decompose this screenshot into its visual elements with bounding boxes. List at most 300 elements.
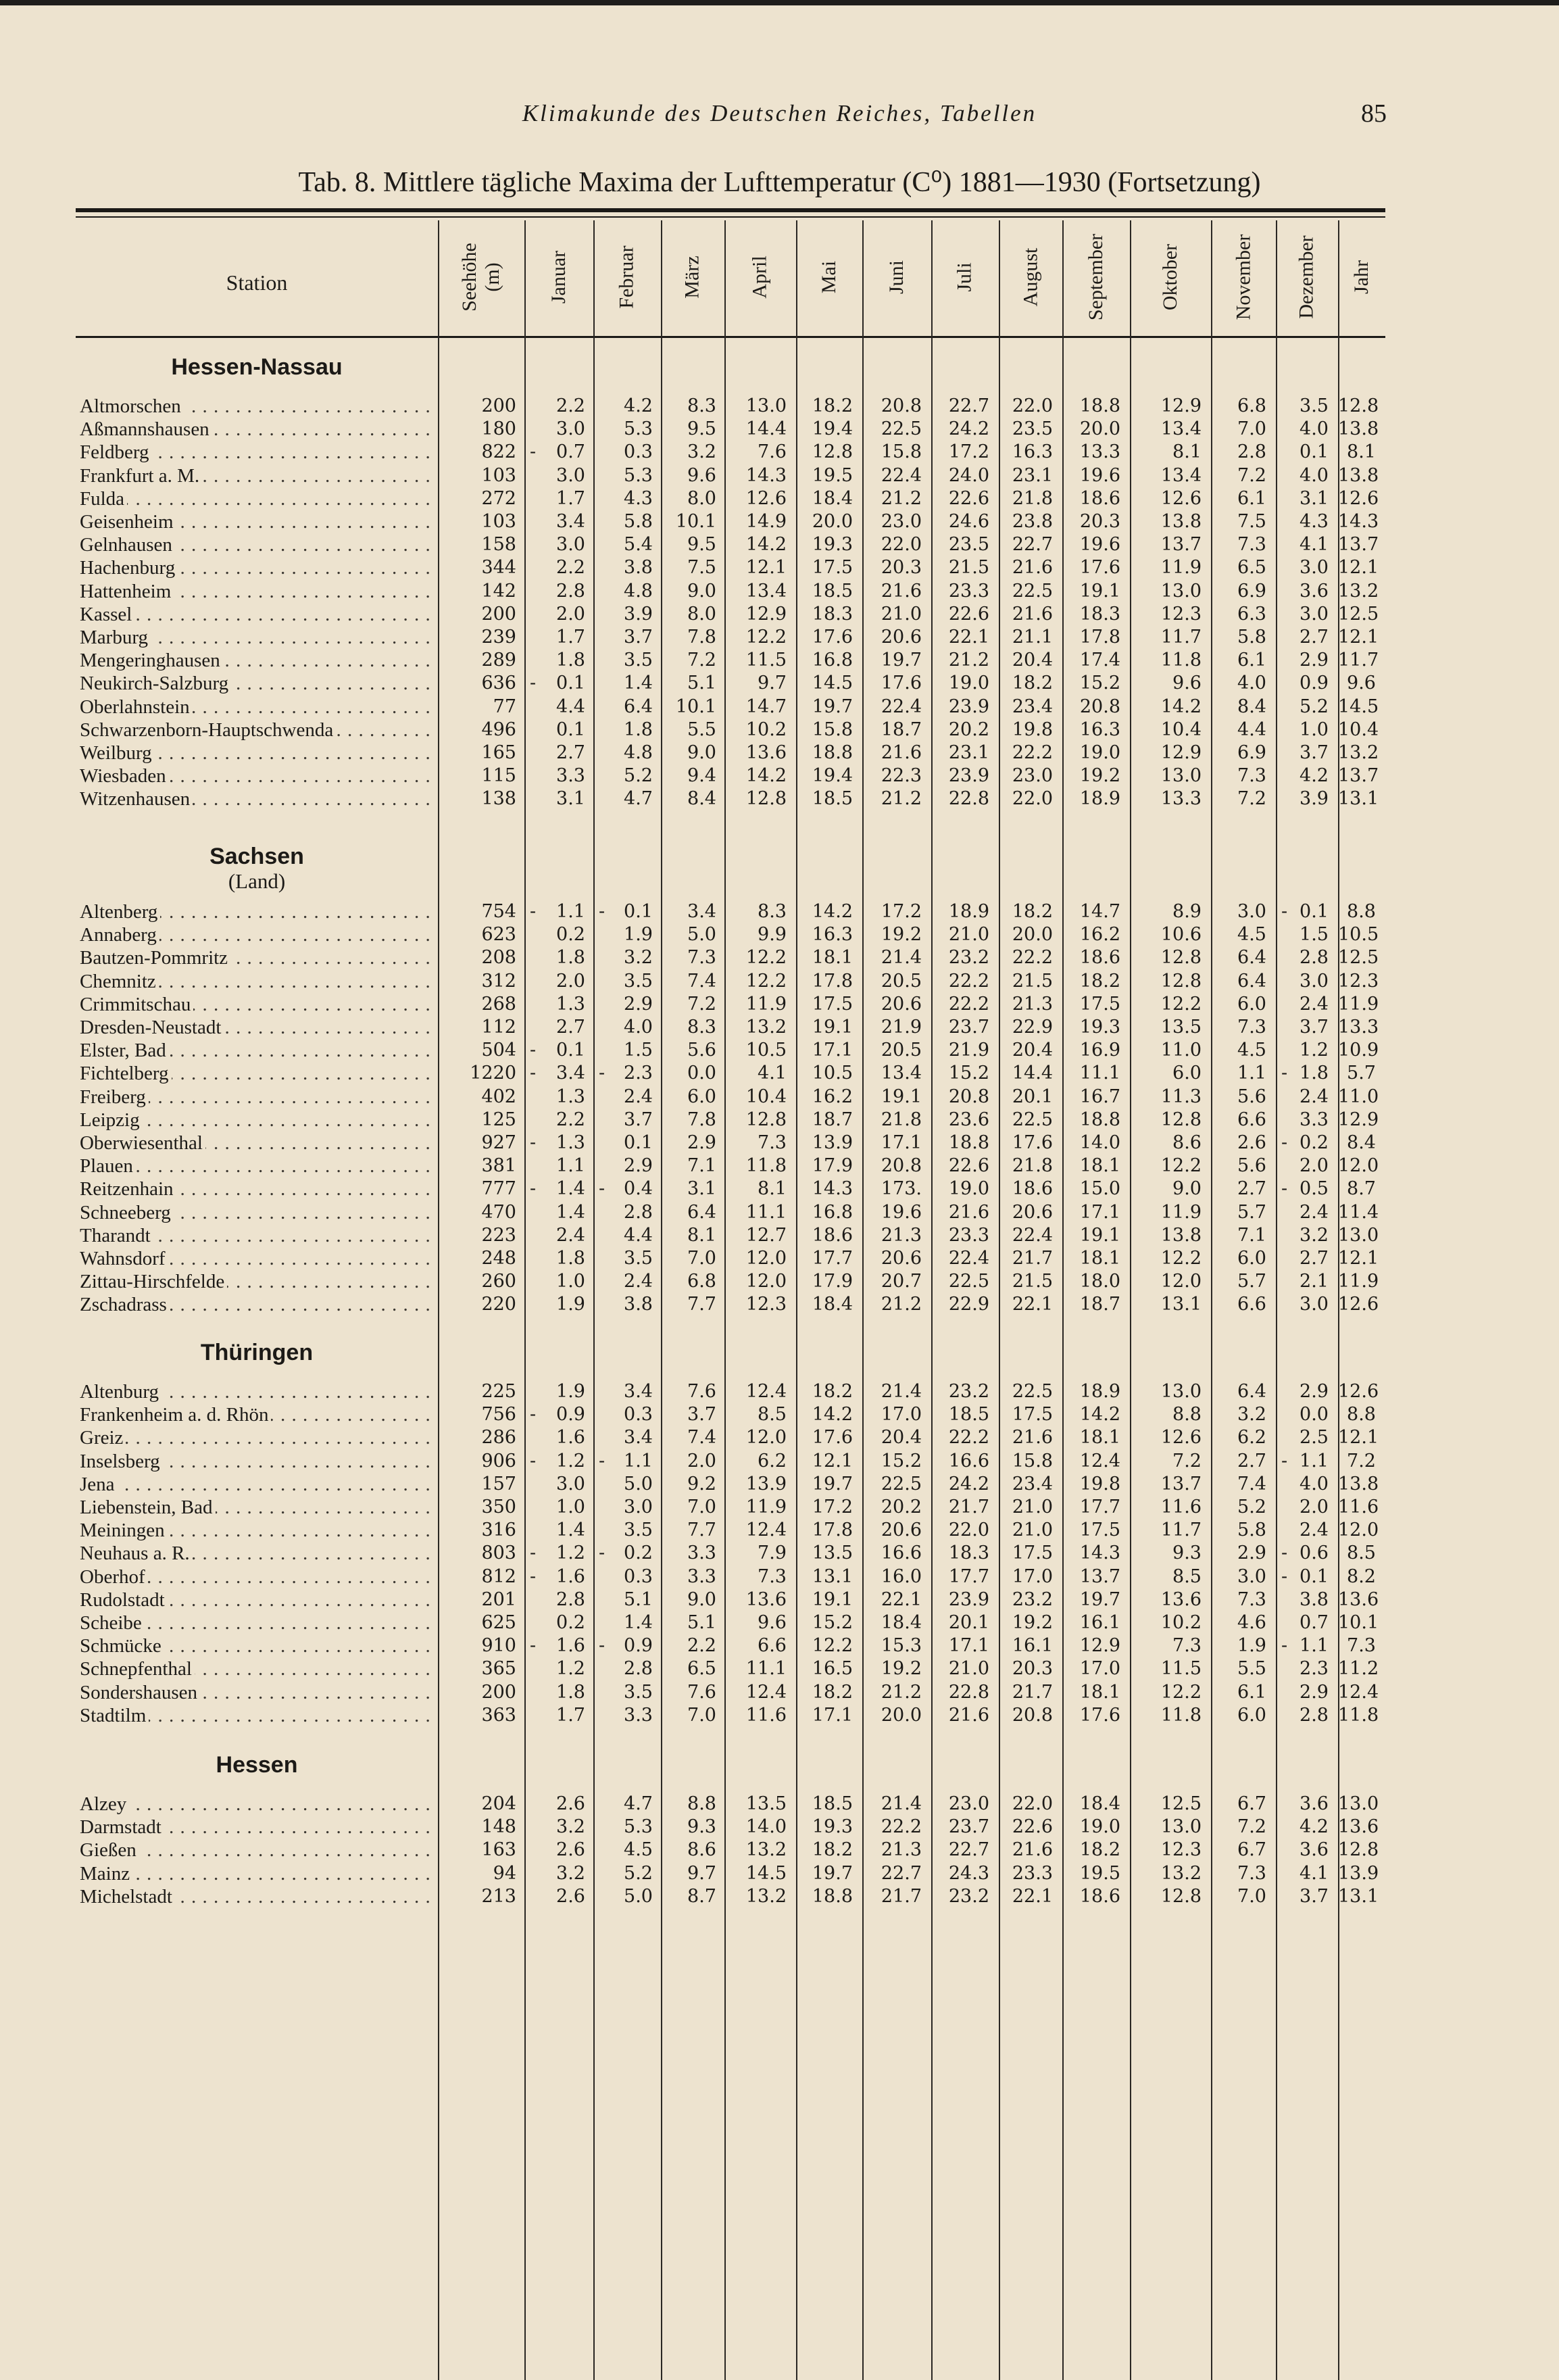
value-cell: 16.8 <box>812 650 853 671</box>
value-cell: 3.0 <box>1237 1566 1266 1587</box>
table-row <box>0 1293 1559 1316</box>
value-cell: 125 <box>481 1109 516 1130</box>
value-cell: 13.4 <box>1160 418 1202 439</box>
value-cell: 3.5 <box>1300 395 1329 416</box>
value-cell: 208 <box>481 947 516 968</box>
table-row <box>0 649 1559 672</box>
value-cell: 22.5 <box>1012 1381 1053 1402</box>
value-cell: 9.6 <box>758 1612 787 1633</box>
value-cell: 14.2 <box>812 1404 853 1425</box>
value-cell: 12.1 <box>1338 557 1379 578</box>
value-cell: 2.0 <box>687 1451 716 1472</box>
value-cell: 20.3 <box>1079 511 1120 532</box>
value-cell: 3.2 <box>624 947 653 968</box>
value-cell: 7.7 <box>687 1520 716 1540</box>
value-cell: 17.8 <box>812 1520 853 1540</box>
value-cell: 5.6 <box>687 1040 716 1061</box>
value-cell: 21.8 <box>881 1109 922 1130</box>
value-cell: 12.4 <box>745 1682 787 1703</box>
value-cell: 14.4 <box>745 418 787 439</box>
minus-sign: - <box>530 1451 537 1472</box>
value-cell: 19.1 <box>881 1086 922 1107</box>
value-cell: 18.9 <box>948 901 989 922</box>
minus-sign: - <box>599 1063 605 1084</box>
value-cell: 7.3 <box>1237 765 1266 786</box>
station-name: Fulda . . . <box>80 487 431 510</box>
value-cell: 260 <box>481 1271 516 1292</box>
value-cell: 6.6 <box>1237 1109 1266 1130</box>
value-cell: 16.0 <box>881 1566 922 1587</box>
value-cell: 22.3 <box>881 765 922 786</box>
value-cell: 381 <box>481 1155 516 1176</box>
table-row <box>0 1542 1559 1565</box>
value-cell: 7.0 <box>687 1705 716 1726</box>
table-row <box>0 1224 1559 1247</box>
value-cell: 289 <box>481 650 516 671</box>
column-header-3 <box>661 223 724 331</box>
value-cell: 94 <box>493 1863 516 1884</box>
value-cell: 14.3 <box>1338 511 1379 532</box>
value-cell: 8.8 <box>1172 1404 1202 1425</box>
value-cell: 1.0 <box>556 1497 585 1517</box>
value-cell: 1.9 <box>556 1294 585 1315</box>
value-cell: 272 <box>481 488 516 509</box>
value-cell: 19.7 <box>1079 1589 1120 1610</box>
value-cell: 23.9 <box>948 696 989 717</box>
value-cell: 12.3 <box>1338 971 1379 992</box>
value-cell: 15.8 <box>881 441 922 462</box>
value-cell: 756 <box>481 1404 516 1425</box>
value-cell: 4.7 <box>624 1793 653 1814</box>
value-cell: 17.1 <box>881 1132 922 1153</box>
value-cell: 21.2 <box>881 1294 922 1315</box>
value-cell: 3.0 <box>556 534 585 555</box>
value-cell: 18.6 <box>1079 947 1120 968</box>
value-cell: 3.6 <box>1300 1839 1329 1860</box>
station-name: Mainz . . . <box>80 1862 431 1885</box>
value-cell: 20.5 <box>881 1040 922 1061</box>
column-header-label: Februar <box>615 245 638 309</box>
value-cell: 625 <box>481 1612 516 1633</box>
value-cell: 5.6 <box>1237 1086 1266 1107</box>
value-cell: 12.0 <box>745 1271 787 1292</box>
value-cell: 20.6 <box>881 1248 922 1269</box>
value-cell: 0.1 <box>1300 441 1329 462</box>
value-cell: 11.9 <box>1160 1202 1202 1223</box>
value-cell: 5.3 <box>624 465 653 486</box>
value-cell: 13.5 <box>812 1543 853 1563</box>
minus-sign: - <box>530 673 537 694</box>
table-row <box>0 1473 1559 1496</box>
value-cell: 13.8 <box>1338 1474 1379 1495</box>
value-cell: 18.3 <box>812 604 853 625</box>
station-name: Gelnhausen . . . <box>80 533 431 556</box>
value-cell: 1.2 <box>556 1658 585 1679</box>
station-name: Chemnitz . . . <box>80 970 431 993</box>
value-cell: 3.9 <box>624 604 653 625</box>
value-cell: 19.0 <box>948 1178 989 1199</box>
station-name: Gießen . . . <box>80 1839 431 1862</box>
table-row <box>0 1634 1559 1657</box>
value-cell: 504 <box>481 1040 516 1061</box>
value-cell: 13.2 <box>1160 1863 1202 1884</box>
value-cell: 3.3 <box>687 1543 716 1563</box>
table-row <box>0 742 1559 764</box>
value-cell: 8.5 <box>1347 1543 1376 1563</box>
value-cell: 20.2 <box>881 1497 922 1517</box>
value-cell: 22.1 <box>948 627 989 648</box>
value-cell: 7.1 <box>1237 1225 1266 1246</box>
value-cell: 20.3 <box>881 557 922 578</box>
value-cell: 12.9 <box>1338 1109 1379 1130</box>
value-cell: 0.4 <box>624 1178 653 1199</box>
column-header-label: Mai <box>817 260 840 294</box>
value-cell: 173. <box>881 1178 922 1199</box>
value-cell: 0.3 <box>624 1566 653 1587</box>
value-cell: 13.7 <box>1160 534 1202 555</box>
table-row <box>0 1611 1559 1634</box>
value-cell: 9.4 <box>687 765 716 786</box>
value-cell: 1.3 <box>556 994 585 1015</box>
value-cell: 18.9 <box>1079 788 1120 809</box>
value-cell: 22.5 <box>948 1271 989 1292</box>
value-cell: 4.4 <box>624 1225 653 1246</box>
station-name: Greiz . . . <box>80 1426 431 1449</box>
value-cell: 13.7 <box>1160 1474 1202 1495</box>
value-cell: 18.5 <box>812 581 853 602</box>
value-cell: 3.6 <box>1300 581 1329 602</box>
value-cell: 20.0 <box>881 1705 922 1726</box>
value-cell: 158 <box>481 534 516 555</box>
value-cell: 4.1 <box>758 1063 787 1084</box>
table-row <box>0 464 1559 487</box>
value-cell: 3.0 <box>556 1474 585 1495</box>
column-header-0 <box>438 223 524 331</box>
table-row <box>0 1588 1559 1611</box>
table-row <box>0 1793 1559 1816</box>
value-cell: 0.3 <box>624 441 653 462</box>
value-cell: 1.2 <box>1300 1040 1329 1061</box>
value-cell: 822 <box>481 441 516 462</box>
value-cell: 21.0 <box>948 924 989 945</box>
value-cell: 7.2 <box>1172 1451 1202 1472</box>
value-cell: 22.7 <box>881 1863 922 1884</box>
table-row <box>0 1862 1559 1885</box>
value-cell: 1.8 <box>556 1248 585 1269</box>
value-cell: 15.2 <box>881 1451 922 1472</box>
station-name: Aßmannshausen . . . <box>80 418 431 441</box>
value-cell: 14.4 <box>1012 1063 1053 1084</box>
value-cell: 16.7 <box>1079 1086 1120 1107</box>
value-cell: 17.0 <box>881 1404 922 1425</box>
value-cell: 14.2 <box>1079 1404 1120 1425</box>
table-row <box>0 1816 1559 1839</box>
value-cell: 4.6 <box>1237 1612 1266 1633</box>
value-cell: 8.8 <box>687 1793 716 1814</box>
value-cell: 21.0 <box>1012 1497 1053 1517</box>
value-cell: 9.0 <box>687 1589 716 1610</box>
value-cell: 4.0 <box>1300 1474 1329 1495</box>
value-cell: 3.7 <box>1300 1017 1329 1038</box>
value-cell: 3.6 <box>1300 1793 1329 1814</box>
value-cell: 18.6 <box>1012 1178 1053 1199</box>
value-cell: 0.1 <box>556 719 585 740</box>
value-cell: 13.0 <box>745 395 787 416</box>
value-cell: 7.2 <box>687 650 716 671</box>
station-name: Wiesbaden . . . <box>80 764 431 787</box>
value-cell: 3.7 <box>1300 1886 1329 1907</box>
value-cell: 22.4 <box>881 465 922 486</box>
value-cell: 12.7 <box>745 1225 787 1246</box>
station-name: Altenburg . . . <box>80 1380 431 1403</box>
table-row <box>0 1132 1559 1155</box>
value-cell: 11.8 <box>1160 1705 1202 1726</box>
station-name: Crimmitschau . . . <box>80 993 431 1016</box>
column-header-12 <box>1276 223 1338 331</box>
value-cell: 0.9 <box>1300 673 1329 694</box>
value-cell: 11.7 <box>1160 627 1202 648</box>
value-cell: 11.7 <box>1338 650 1379 671</box>
value-cell: 1220 <box>470 1063 516 1084</box>
value-cell: 19.8 <box>1079 1474 1120 1495</box>
value-cell: 20.5 <box>881 971 922 992</box>
value-cell: 365 <box>481 1658 516 1679</box>
value-cell: 3.4 <box>556 511 585 532</box>
value-cell: 4.0 <box>624 1017 653 1038</box>
value-cell: 20.4 <box>1012 1040 1053 1061</box>
value-cell: 0.1 <box>624 901 653 922</box>
value-cell: 350 <box>481 1497 516 1517</box>
value-cell: 13.2 <box>1338 581 1379 602</box>
value-cell: 12.2 <box>745 947 787 968</box>
value-cell: 2.0 <box>556 971 585 992</box>
section-heading: Thüringen <box>200 1340 314 1365</box>
value-cell: 6.9 <box>1237 581 1266 602</box>
value-cell: 19.3 <box>812 1816 853 1837</box>
value-cell: 7.0 <box>1237 418 1266 439</box>
value-cell: 2.7 <box>556 742 585 763</box>
minus-sign: - <box>530 1543 537 1563</box>
value-cell: 8.1 <box>687 1225 716 1246</box>
value-cell: 213 <box>481 1886 516 1907</box>
value-cell: 2.7 <box>556 1017 585 1038</box>
value-cell: 2.4 <box>1300 994 1329 1015</box>
minus-sign: - <box>1281 1063 1288 1084</box>
value-cell: 8.4 <box>1237 696 1266 717</box>
value-cell: 18.8 <box>812 742 853 763</box>
table-row <box>0 441 1559 464</box>
value-cell: 4.4 <box>1237 719 1266 740</box>
value-cell: 8.1 <box>1347 441 1376 462</box>
value-cell: 10.4 <box>745 1086 787 1107</box>
value-cell: 12.8 <box>1338 1839 1379 1860</box>
value-cell: 11.1 <box>1079 1063 1120 1084</box>
minus-sign: - <box>530 1132 537 1153</box>
value-cell: 402 <box>481 1086 516 1107</box>
value-cell: 1.1 <box>556 1155 585 1176</box>
value-cell: 223 <box>481 1225 516 1246</box>
value-cell: 17.5 <box>1079 994 1120 1015</box>
table-row <box>0 946 1559 969</box>
value-cell: 0.9 <box>556 1404 585 1425</box>
station-name: Schneeberg . . . <box>80 1201 431 1224</box>
value-cell: 316 <box>481 1520 516 1540</box>
value-cell: 14.3 <box>812 1178 853 1199</box>
value-cell: 2.4 <box>624 1086 653 1107</box>
value-cell: 6.0 <box>1172 1063 1202 1084</box>
value-cell: 18.4 <box>812 488 853 509</box>
value-cell: 6.1 <box>1237 1682 1266 1703</box>
value-cell: 3.1 <box>687 1178 716 1199</box>
value-cell: 7.2 <box>1347 1451 1376 1472</box>
value-cell: 18.8 <box>948 1132 989 1153</box>
value-cell: 11.6 <box>745 1705 787 1726</box>
value-cell: 11.1 <box>745 1202 787 1223</box>
value-cell: 10.5 <box>812 1063 853 1084</box>
value-cell: 21.6 <box>881 742 922 763</box>
value-cell: 17.1 <box>812 1705 853 1726</box>
value-cell: 3.0 <box>1300 604 1329 625</box>
value-cell: 1.7 <box>556 488 585 509</box>
value-cell: 6.0 <box>687 1086 716 1107</box>
value-cell: 7.3 <box>1237 534 1266 555</box>
value-cell: 6.0 <box>1237 1705 1266 1726</box>
value-cell: 7.3 <box>1347 1635 1376 1656</box>
station-name: Neukirch-Salzburg . . . <box>80 672 431 695</box>
value-cell: 23.3 <box>1012 1863 1053 1884</box>
value-cell: 24.3 <box>948 1863 989 1884</box>
table-row <box>0 533 1559 556</box>
value-cell: 13.7 <box>1338 534 1379 555</box>
table-row <box>0 1519 1559 1542</box>
value-cell: 6.4 <box>1237 971 1266 992</box>
value-cell: 3.7 <box>624 627 653 648</box>
value-cell: 9.3 <box>687 1816 716 1837</box>
value-cell: 9.3 <box>1172 1543 1202 1563</box>
value-cell: 9.2 <box>687 1474 716 1495</box>
value-cell: 13.7 <box>1079 1566 1120 1587</box>
top-edge-line <box>0 0 1559 5</box>
value-cell: 2.6 <box>556 1886 585 1907</box>
value-cell: 9.7 <box>687 1863 716 1884</box>
value-cell: 20.4 <box>881 1427 922 1448</box>
station-name: Jena . . . <box>80 1473 431 1496</box>
value-cell: 20.8 <box>1012 1705 1053 1726</box>
value-cell: 13.1 <box>812 1566 853 1587</box>
value-cell: 200 <box>481 604 516 625</box>
column-header-label: April <box>748 256 771 299</box>
section-heading: Sachsen <box>209 844 304 869</box>
value-cell: 12.3 <box>1160 604 1202 625</box>
value-cell: 20.0 <box>812 511 853 532</box>
value-cell: 13.2 <box>745 1017 787 1038</box>
station-name: Wahnsdorf . . . <box>80 1247 431 1270</box>
column-header-label: Seehöhe (m) <box>457 243 503 312</box>
value-cell: 14.2 <box>745 765 787 786</box>
value-cell: 3.8 <box>624 557 653 578</box>
value-cell: 14.3 <box>1079 1543 1120 1563</box>
value-cell: 12.6 <box>1338 1381 1379 1402</box>
value-cell: 148 <box>481 1816 516 1837</box>
value-cell: 12.1 <box>745 557 787 578</box>
value-cell: 0.2 <box>556 924 585 945</box>
value-cell: 3.0 <box>1300 1294 1329 1315</box>
value-cell: 21.3 <box>1012 994 1053 1015</box>
station-name: Witzenhausen . . . <box>80 787 431 810</box>
value-cell: 10.2 <box>1160 1612 1202 1633</box>
value-cell: 5.5 <box>687 719 716 740</box>
value-cell: 22.4 <box>1012 1225 1053 1246</box>
value-cell: 1.1 <box>556 901 585 922</box>
value-cell: 12.3 <box>1160 1839 1202 1860</box>
value-cell: 9.7 <box>758 673 787 694</box>
value-cell: 12.9 <box>1160 395 1202 416</box>
station-name: Schnepfenthal . . . <box>80 1657 431 1680</box>
minus-sign: - <box>530 1178 537 1199</box>
value-cell: 470 <box>481 1202 516 1223</box>
value-cell: 17.5 <box>1079 1520 1120 1540</box>
minus-sign: - <box>599 1451 605 1472</box>
value-cell: 16.2 <box>812 1086 853 1107</box>
value-cell: 10.5 <box>1338 924 1379 945</box>
minus-sign: - <box>1281 1451 1288 1472</box>
value-cell: 11.8 <box>745 1155 787 1176</box>
value-cell: 142 <box>481 581 516 602</box>
value-cell: 754 <box>481 901 516 922</box>
table-row <box>0 603 1559 626</box>
column-header-label: Oktober <box>1159 243 1181 311</box>
value-cell: 8.0 <box>687 604 716 625</box>
value-cell: 4.5 <box>1237 1040 1266 1061</box>
value-cell: 17.6 <box>881 673 922 694</box>
value-cell: 4.0 <box>1300 465 1329 486</box>
value-cell: 4.7 <box>624 788 653 809</box>
value-cell: 17.8 <box>812 971 853 992</box>
value-cell: 16.2 <box>1079 924 1120 945</box>
value-cell: 3.9 <box>1300 788 1329 809</box>
value-cell: 13.1 <box>1160 1294 1202 1315</box>
value-cell: 3.0 <box>1300 971 1329 992</box>
column-header-4 <box>724 223 796 331</box>
value-cell: 13.6 <box>1160 1589 1202 1610</box>
station-name: Inselsberg . . . <box>80 1450 431 1473</box>
value-cell: 19.1 <box>812 1589 853 1610</box>
value-cell: 12.2 <box>812 1635 853 1656</box>
station-name: Dresden-Neustadt . . . <box>80 1016 431 1039</box>
value-cell: 7.3 <box>758 1566 787 1587</box>
value-cell: 0.1 <box>1300 901 1329 922</box>
value-cell: 6.1 <box>1237 650 1266 671</box>
value-cell: 4.4 <box>556 696 585 717</box>
value-cell: 21.5 <box>1012 971 1053 992</box>
value-cell: 7.3 <box>1237 1863 1266 1884</box>
column-header-label: August <box>1019 247 1041 307</box>
value-cell: 7.3 <box>1237 1017 1266 1038</box>
station-name: Hachenburg . . . <box>80 556 431 579</box>
value-cell: 1.0 <box>1300 719 1329 740</box>
value-cell: 21.2 <box>881 1682 922 1703</box>
value-cell: 8.0 <box>687 488 716 509</box>
value-cell: 18.7 <box>812 1109 853 1130</box>
value-cell: 19.0 <box>948 673 989 694</box>
station-name: Stadtilm . . . <box>80 1704 431 1727</box>
value-cell: 13.4 <box>1160 465 1202 486</box>
value-cell: 12.5 <box>1338 947 1379 968</box>
value-cell: 15.2 <box>812 1612 853 1633</box>
value-cell: 14.2 <box>812 901 853 922</box>
minus-sign: - <box>1281 1543 1288 1563</box>
value-cell: 2.0 <box>1300 1155 1329 1176</box>
